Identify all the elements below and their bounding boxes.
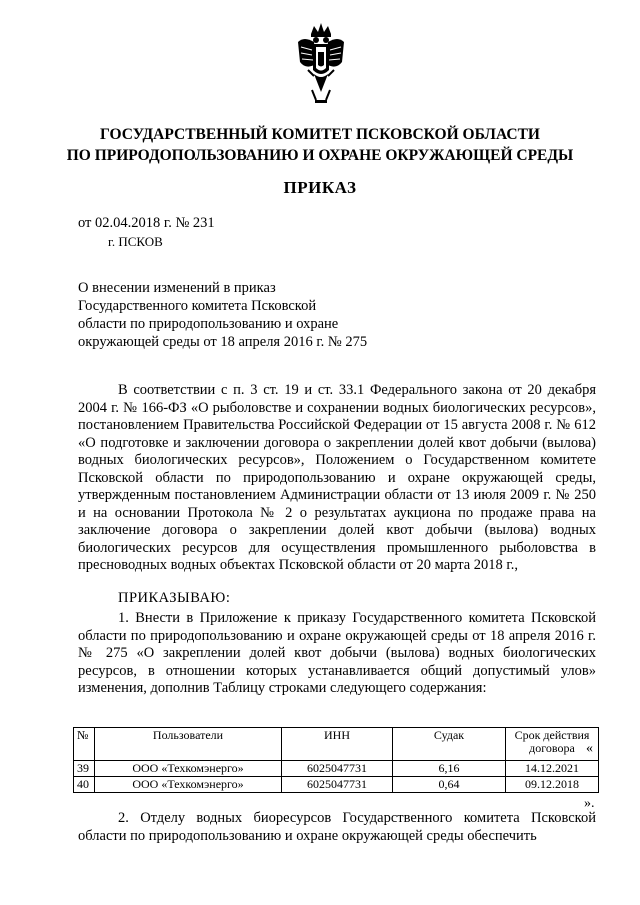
order-word: ПРИКАЗЫВАЮ: <box>118 590 231 606</box>
col-header-number: № <box>74 728 95 761</box>
col-header-users: Пользователи <box>95 728 282 761</box>
item-2-paragraph: 2. Отделу водных биоресурсов Государственного комитета Псковской области по природопользованию и охране окружающей среды обеспечить <box>78 810 596 844</box>
subject-line: О внесении изменений в приказ <box>78 280 276 296</box>
preamble-paragraph: В соответствии с п. 3 ст. 19 и ст. 33.1 Федерального закона от 20 декабря 2004 г. № 166-ФЗ «О рыболовстве и сохранении водных биологических ресурсов», постановлением Правительства Российской Федерации от 15 августа 2008 г. № 612 «О подготовке и заключении договора о закреплении долей квот добычи (вылова) водных биологических ресурсов», Положением о Государственном комитете Псковской области по природопользованию и охране окружающей среды, утвержденным постановлением Администрации области от 13 июля 2009 г. № 250 и на основании Протокола № 2 о результатах аукциона по продаже права на заключение договора о закреплении долей квот добычи (вылова) водных биологических ресурсов для осуществления промышленного рыболовства в пресноводных водных объектах Псковской области от 20 марта 2018 г., <box>78 382 596 573</box>
opening-quote: « <box>586 741 593 756</box>
table-row <box>74 761 599 777</box>
col-header-inn: ИНН <box>282 728 393 761</box>
cell-sudak: 0,64 <box>393 777 506 793</box>
closing-quote: ». <box>584 796 595 811</box>
col-header-term: Срок действия договора <box>506 728 599 761</box>
organization-title-line-1: ГОСУДАРСТВЕННЫЙ КОМИТЕТ ПСКОВСКОЙ ОБЛАСТИ <box>99 126 540 143</box>
subject-line: Государственного комитета Псковской <box>78 298 317 314</box>
table-header-row <box>74 728 599 761</box>
col-header-sudak: Судак <box>393 728 506 761</box>
order-subject <box>78 279 408 351</box>
subject-line: области по природопользованию и охране <box>78 316 339 332</box>
document-type: ПРИКАЗ <box>283 178 357 197</box>
cell-user: ООО «Техкомэнерго» <box>95 777 282 793</box>
organization-title-line-2: ПО ПРИРОДОПОЛЬЗОВАНИЮ И ОХРАНЕ ОКРУЖАЮЩЕЙ СРЕДЫ <box>66 147 574 164</box>
order-date-number: от 02.04.2018 г. № 231 <box>78 215 215 231</box>
cell-user: ООО «Техкомэнерго» <box>95 761 282 777</box>
item-1-paragraph: 1. Внести в Приложение к приказу Государственного комитета Псковской области по природопользованию и охране окружающей среды от 18 апреля 2016 г. № 275 «О закреплении долей квот добычи (вылова) водных биологических ресурсов, в отношении которых устанавливается общий допустимый улов» изменения, дополнив Таблицу строками следующего содержания: <box>78 610 596 696</box>
cell-inn: 6025047731 <box>282 777 393 793</box>
cell-term: 14.12.2021 <box>506 761 599 777</box>
order-city: г. ПСКОВ <box>108 234 163 249</box>
organization-title <box>40 124 600 166</box>
cell-term: 09.12.2018 <box>506 777 599 793</box>
cell-number: 39 <box>74 761 95 777</box>
cell-inn: 6025047731 <box>282 761 393 777</box>
quota-table <box>73 727 599 793</box>
cell-sudak: 6,16 <box>393 761 506 777</box>
cell-number: 40 <box>74 777 95 793</box>
coat-of-arms-icon <box>294 20 348 110</box>
subject-line: окружающей среды от 18 апреля 2016 г. № 275 <box>78 334 368 350</box>
table-row <box>74 777 599 793</box>
